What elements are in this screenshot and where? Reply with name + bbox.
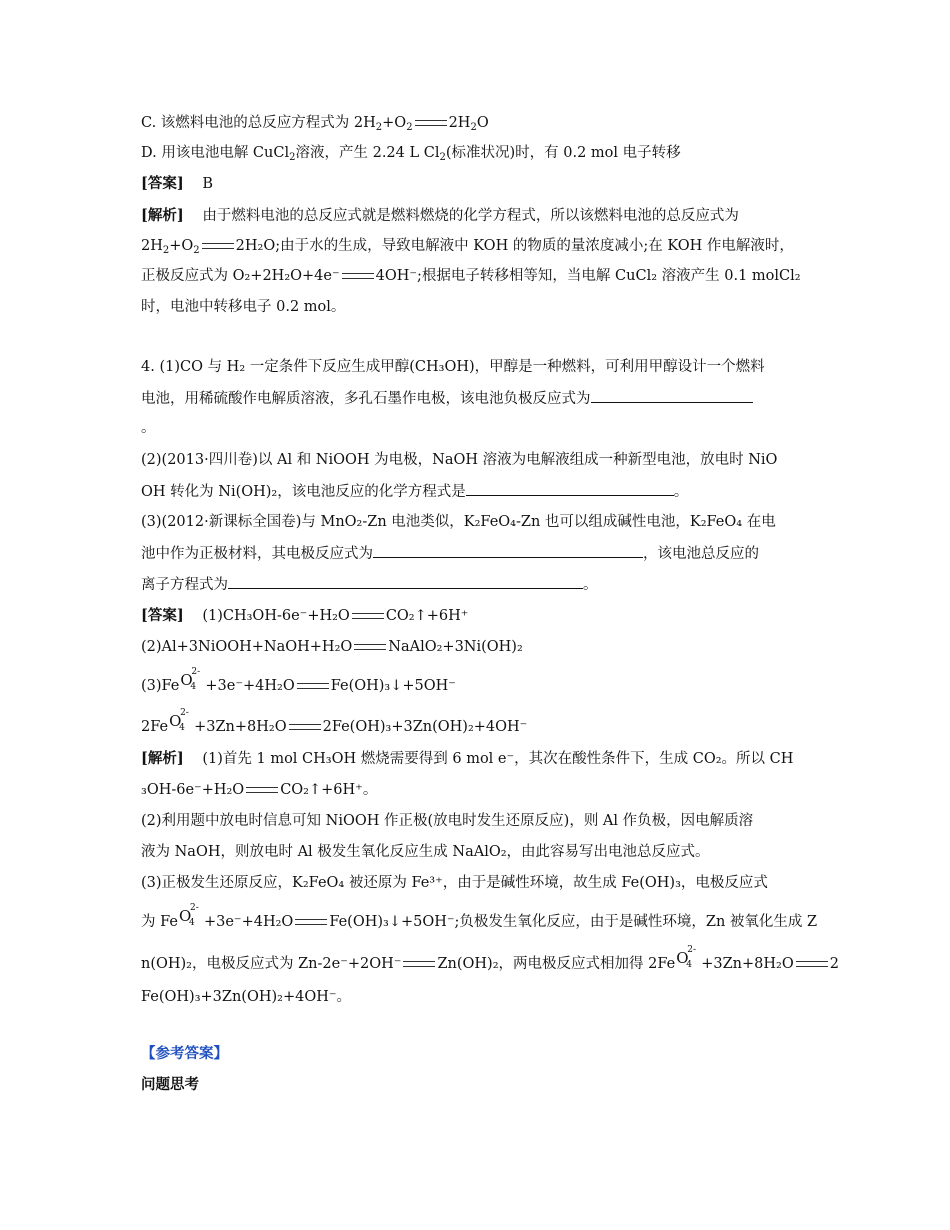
analysis-3-line4: 时，电池中转移电子 0.2 mol。 <box>141 299 346 315</box>
answer-4-line1: [答案] (1)CH₃OH-6e⁻+H₂O CO₂↑+6H⁺ <box>141 607 469 624</box>
analysis-4-line3: (2)利用题中放电时信息可知 NiOOH 作正极(放电时发生还原反应)，则 Al 作负极，因电解质溶 <box>141 813 754 829</box>
analysis-3-line1: [解析] 由于燃料电池的总反应式就是燃料燃烧的化学方程式，所以该燃料电池的总反应式为 <box>141 207 739 224</box>
option-c-text: 该燃料电池的总反应方程式为 $2H_2+O_2$ $2H_2O$ <box>160 115 489 133</box>
question-4-line5: OH 转化为 Ni(OH)₂，该电池反应的化学方程式是 。 <box>141 481 688 502</box>
analysis-4-line6: 为 Fe O 4 2- +3e⁻+4H₂O Fe(OH)₃↓+5OH⁻;负极发生氧化反应，由于是碱性环境，Zn 被氧化生成 Z <box>141 903 818 930</box>
analysis-4-line4: 液为 NaOH，则放电时 Al 极发生氧化反应生成 NaAlO₂，由此容易写出电池总反应式。 <box>141 844 710 860</box>
analysis-4-line7: n(OH)₂，电极反应式为 Zn-2e⁻+2OH⁻ Zn(OH)₂，两电极反应式相加得 2Fe O 4 2- +3Zn+8H₂O 2 <box>141 945 839 972</box>
analysis-3-line3: 正极反应式为 O₂+2H₂O+4e⁻ 4OH⁻;根据电子转移相等知，当电解 CuCl₂ 溶液产生 0.1 molCl₂ <box>141 268 801 284</box>
answer-value: B <box>202 176 213 192</box>
ferrate-ion: O 4 2- <box>169 708 189 733</box>
answer-4-line3: (3)Fe O 4 2- +3e⁻+4H₂O Fe(OH)₃↓+5OH⁻ <box>141 667 456 694</box>
answer-4-line4: 2Fe O 4 2- +3Zn+8H₂O 2Fe(OH)₃+3Zn(OH)₂+4OH⁻ <box>141 708 528 735</box>
question-4-line2: 电池，用稀硫酸作电解质溶液，多孔石墨作电极，该电池负极反应式为 <box>141 388 753 409</box>
analysis-4-line2: ₃OH-6e⁻+H₂O CO₂↑+6H⁺。 <box>141 782 378 798</box>
analysis-3-line2: $2H_2+O_2$ 2H₂O;由于水的生成，导致电解液中 KOH 的物质的量浓度减小;在 KOH 作电解液时， <box>141 238 794 256</box>
question-4-line1: 4. (1)CO 与 H₂ 一定条件下反应生成甲醇(CH₃OH)，甲醇是一种燃料，可利用甲醇设计一个燃料 <box>141 359 765 375</box>
analysis-4-line1: [解析] (1)首先 1 mol CH₃OH 燃烧需要得到 6 mol e⁻，其次在酸性条件下，生成 CO₂。所以 CH <box>141 750 794 767</box>
answer-blank[interactable] <box>228 574 583 589</box>
answer-3 <box>141 174 213 194</box>
answer-blank[interactable] <box>591 388 753 403</box>
answer-blank[interactable] <box>373 543 643 558</box>
ferrate-ion: O 4 2- <box>178 903 199 928</box>
analysis-label: [解析] <box>141 207 184 224</box>
option-d: D. 用该电池电解 CuCl$_2$溶液，产生 2.24 L $Cl_2$(标准状况)时，有 0.2 mol 电子转移 <box>141 145 681 163</box>
answer-4-line2: (2)Al+3NiOOH+NaOH+H₂O NaAlO₂+3Ni(OH)₂ <box>141 639 523 655</box>
question-4-line6: (3)(2012·新课标全国卷)与 MnO₂-Zn 电池类似，K₂FeO₄-Zn 也可以组成碱性电池，K₂FeO₄ 在电 <box>141 514 776 530</box>
question-4-line3: 。 <box>141 420 156 436</box>
question-thinking-title: 问题思考 <box>141 1076 199 1093</box>
option-c: C. 该燃料电池的总反应方程式为 $2H_2+O_2$ $2H_2O$ <box>141 115 489 133</box>
equals-sign <box>415 120 447 126</box>
question-4-line4: (2)(2013·四川卷)以 Al 和 NiOOH 为电极，NaOH 溶液为电解液组成一种新型电池，放电时 NiO <box>141 452 778 468</box>
analysis-4-line5: (3)正极发生还原反应，K₂FeO₄ 被还原为 Fe³⁺，由于是碱性环境，故生成 Fe(OH)₃，电极反应式 <box>141 875 768 891</box>
analysis-4-line8: Fe(OH)₃+3Zn(OH)₂+4OH⁻。 <box>141 989 352 1005</box>
answer-blank[interactable] <box>466 481 674 496</box>
question-4-line8: 离子方程式为 。 <box>141 574 598 595</box>
answer-label: [答案] <box>141 175 184 192</box>
ferrate-ion: O 4 2- <box>180 667 201 692</box>
ferrate-ion: O 4 2- <box>676 945 696 970</box>
reference-answer-title: 【参考答案】 <box>141 1045 228 1062</box>
question-4-line7: 池中作为正极材料，其电极反应式为 ，该电池总反应的 <box>141 543 759 564</box>
